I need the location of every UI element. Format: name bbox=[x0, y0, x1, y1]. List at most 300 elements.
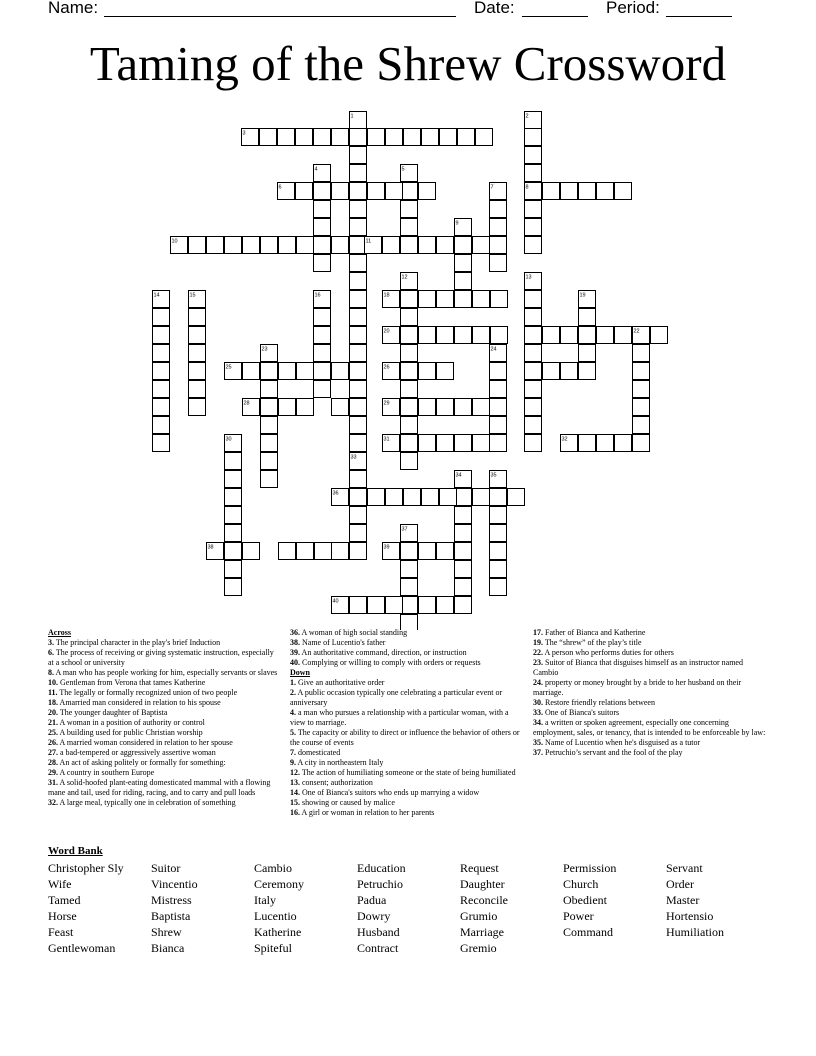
grid-cell[interactable] bbox=[525, 399, 542, 416]
grid-cell[interactable] bbox=[368, 489, 385, 506]
grid-cell[interactable] bbox=[455, 291, 472, 308]
clue-number-label: 18. bbox=[48, 698, 58, 707]
clue-text: A person who performs duties for others bbox=[543, 648, 674, 657]
clue-number: 33 bbox=[350, 454, 357, 461]
grid-cell[interactable] bbox=[561, 363, 578, 380]
grid-cell[interactable] bbox=[455, 507, 472, 524]
grid-cell[interactable] bbox=[261, 381, 278, 398]
grid-cell[interactable] bbox=[615, 183, 632, 200]
grid-cell[interactable] bbox=[579, 183, 596, 200]
grid-cell[interactable] bbox=[225, 237, 242, 254]
grid-cell[interactable] bbox=[458, 129, 475, 146]
word-bank-word: Spiteful bbox=[254, 941, 292, 955]
grid-cell[interactable] bbox=[490, 543, 507, 560]
grid-cell[interactable] bbox=[350, 183, 367, 200]
grid-cell[interactable] bbox=[401, 183, 418, 200]
grid-cell[interactable] bbox=[350, 147, 367, 164]
grid-cell[interactable] bbox=[633, 417, 650, 434]
clue bbox=[48, 798, 278, 808]
grid-cell[interactable] bbox=[401, 399, 418, 416]
grid-cell[interactable] bbox=[189, 345, 206, 362]
grid-cell[interactable] bbox=[404, 129, 421, 146]
grid-cell[interactable] bbox=[490, 525, 507, 542]
grid-cell[interactable] bbox=[368, 129, 385, 146]
grid-cell[interactable] bbox=[314, 255, 331, 272]
grid-cell[interactable] bbox=[401, 381, 418, 398]
grid-cell[interactable] bbox=[404, 489, 421, 506]
grid-cell[interactable] bbox=[651, 327, 668, 344]
clue-text: A girl or woman in relation to her parents bbox=[300, 808, 435, 817]
grid-cell[interactable] bbox=[473, 489, 490, 506]
clue-number: 31 bbox=[383, 436, 390, 443]
clue bbox=[48, 768, 278, 778]
grid-cell[interactable] bbox=[243, 363, 260, 380]
grid-cell[interactable] bbox=[225, 471, 242, 488]
grid-cell[interactable] bbox=[278, 129, 295, 146]
grid-cell[interactable] bbox=[437, 399, 454, 416]
grid-cell[interactable] bbox=[401, 363, 418, 380]
grid-cell[interactable] bbox=[386, 489, 403, 506]
clue-number: 39 bbox=[383, 544, 390, 551]
clue-number: 35 bbox=[490, 472, 497, 479]
grid-cell[interactable] bbox=[525, 435, 542, 452]
grid-cell[interactable] bbox=[440, 489, 457, 506]
clue bbox=[48, 648, 278, 668]
grid-cell[interactable] bbox=[386, 129, 403, 146]
grid-cell[interactable] bbox=[455, 489, 472, 506]
clue-number: 36 bbox=[332, 490, 339, 497]
grid-cell[interactable] bbox=[490, 237, 507, 254]
grid-cell[interactable] bbox=[525, 417, 542, 434]
grid-cell[interactable] bbox=[437, 237, 454, 254]
date-label: Date: bbox=[474, 0, 515, 17]
grid-cell[interactable] bbox=[579, 309, 596, 326]
grid-cell[interactable] bbox=[350, 525, 367, 542]
grid-cell[interactable] bbox=[297, 399, 314, 416]
grid-cell[interactable] bbox=[153, 381, 170, 398]
grid-cell[interactable] bbox=[419, 183, 436, 200]
grid-cell[interactable] bbox=[525, 345, 542, 362]
grid-cell[interactable] bbox=[350, 471, 367, 488]
word-bank-word: Humiliation bbox=[666, 925, 724, 939]
grid-cell[interactable] bbox=[490, 363, 507, 380]
clue-text: The process of receiving or giving systematic instruction, especially at a school or university bbox=[48, 648, 274, 667]
clue bbox=[48, 698, 278, 708]
grid-cell[interactable] bbox=[437, 327, 454, 344]
grid-cell[interactable] bbox=[225, 579, 242, 596]
grid-cell[interactable] bbox=[579, 435, 596, 452]
grid-cell[interactable] bbox=[401, 435, 418, 452]
grid-cell[interactable] bbox=[332, 363, 349, 380]
grid-cell[interactable] bbox=[153, 363, 170, 380]
word-bank-word: Feast bbox=[48, 925, 74, 939]
grid-cell[interactable] bbox=[350, 417, 367, 434]
grid-cell[interactable] bbox=[490, 561, 507, 578]
clue-text: One of Bianca's suitors bbox=[543, 708, 620, 717]
grid-cell[interactable] bbox=[314, 237, 331, 254]
grid-cell[interactable] bbox=[350, 327, 367, 344]
grid-cell[interactable] bbox=[225, 543, 242, 560]
grid-cell[interactable] bbox=[401, 291, 418, 308]
clue-number: 40 bbox=[332, 598, 339, 605]
grid-cell[interactable] bbox=[437, 291, 454, 308]
word-bank-word: Petruchio bbox=[357, 877, 403, 891]
grid-cell[interactable] bbox=[401, 219, 418, 236]
grid-cell[interactable] bbox=[437, 363, 454, 380]
grid-cell[interactable] bbox=[350, 129, 367, 146]
grid-cell[interactable] bbox=[314, 183, 331, 200]
grid-cell[interactable] bbox=[297, 543, 314, 560]
grid-cell[interactable] bbox=[332, 183, 349, 200]
grid-cell[interactable] bbox=[225, 561, 242, 578]
word-bank-word: Power bbox=[563, 909, 594, 923]
word-bank-word: Horse bbox=[48, 909, 77, 923]
grid-cell[interactable] bbox=[455, 255, 472, 272]
grid-cell[interactable] bbox=[579, 327, 596, 344]
grid-cell[interactable] bbox=[455, 237, 472, 254]
grid-cell[interactable] bbox=[350, 435, 367, 452]
clue-text: a written or spoken agreement, especially one concerning employment, sales, or tenancy, that is intended to be enforceable by law: bbox=[533, 718, 766, 737]
grid-cell[interactable] bbox=[633, 435, 650, 452]
grid-cell[interactable] bbox=[350, 345, 367, 362]
grid-cell[interactable] bbox=[350, 489, 367, 506]
grid-cell[interactable] bbox=[386, 597, 403, 614]
grid-cell[interactable] bbox=[350, 309, 367, 326]
grid-cell[interactable] bbox=[260, 129, 277, 146]
grid-cell[interactable] bbox=[350, 165, 367, 182]
grid-cell[interactable] bbox=[490, 381, 507, 398]
grid-cell[interactable] bbox=[525, 219, 542, 236]
grid-cell[interactable] bbox=[419, 237, 436, 254]
grid-cell[interactable] bbox=[615, 327, 632, 344]
grid-cell[interactable] bbox=[332, 543, 349, 560]
grid-cell[interactable] bbox=[473, 237, 490, 254]
grid-cell[interactable] bbox=[422, 489, 439, 506]
clue-number: 11 bbox=[365, 238, 372, 245]
grid-cell[interactable] bbox=[490, 219, 507, 236]
grid-cell[interactable] bbox=[261, 471, 278, 488]
grid-cell[interactable] bbox=[153, 327, 170, 344]
clue-text: Amarried man considered in relation to his spouse bbox=[58, 698, 221, 707]
grid-cell[interactable] bbox=[490, 435, 507, 452]
grid-cell[interactable] bbox=[350, 381, 367, 398]
grid-cell[interactable] bbox=[296, 129, 313, 146]
grid-cell[interactable] bbox=[350, 237, 367, 254]
grid-cell[interactable] bbox=[473, 435, 490, 452]
grid-cell[interactable] bbox=[401, 345, 418, 362]
grid-cell[interactable] bbox=[597, 327, 614, 344]
clue bbox=[533, 748, 768, 758]
grid-cell[interactable] bbox=[419, 435, 436, 452]
grid-cell[interactable] bbox=[473, 291, 490, 308]
word-bank-word: Gremio bbox=[460, 941, 497, 955]
grid-cell[interactable] bbox=[261, 453, 278, 470]
word-bank-word: Contract bbox=[357, 941, 399, 955]
grid-cell[interactable] bbox=[350, 507, 367, 524]
grid-cell[interactable] bbox=[350, 363, 367, 380]
clue-number: 7 bbox=[490, 184, 494, 191]
grid-cell[interactable] bbox=[440, 129, 457, 146]
clue-number-label: 15. bbox=[290, 798, 300, 807]
grid-cell[interactable] bbox=[633, 399, 650, 416]
clue-text: The principal character in the play's brief Induction bbox=[54, 638, 221, 647]
clue-number: 34 bbox=[455, 472, 462, 479]
clue-number-label: 5. bbox=[290, 728, 296, 737]
grid-cell[interactable] bbox=[189, 363, 206, 380]
grid-cell[interactable] bbox=[189, 327, 206, 344]
clue-text: A city in northeastern Italy bbox=[296, 758, 384, 767]
clue-text: property or money brought by a bride to her husband on their marriage. bbox=[533, 678, 742, 697]
grid-cell[interactable] bbox=[225, 525, 242, 542]
clue-text: A building used for public Christian worship bbox=[58, 728, 203, 737]
grid-cell[interactable] bbox=[437, 435, 454, 452]
clue-text: A woman in a position of authority or control bbox=[58, 718, 205, 727]
grid-cell[interactable] bbox=[279, 399, 296, 416]
clue bbox=[48, 758, 278, 768]
grid-cell[interactable] bbox=[401, 327, 418, 344]
grid-cell[interactable] bbox=[525, 381, 542, 398]
grid-cell[interactable] bbox=[314, 129, 331, 146]
grid-cell[interactable] bbox=[401, 597, 418, 614]
clue bbox=[290, 778, 520, 788]
grid-cell[interactable] bbox=[401, 579, 418, 596]
grid-cell[interactable] bbox=[261, 237, 278, 254]
word-bank-word: Reconcile bbox=[460, 893, 508, 907]
grid-cell[interactable] bbox=[437, 597, 454, 614]
grid-cell[interactable] bbox=[490, 579, 507, 596]
clue-number: 30 bbox=[225, 436, 232, 443]
word-bank-word: Obedient bbox=[563, 893, 607, 907]
grid-cell[interactable] bbox=[189, 237, 206, 254]
grid-cell[interactable] bbox=[525, 309, 542, 326]
grid-cell[interactable] bbox=[579, 345, 596, 362]
grid-cell[interactable] bbox=[490, 255, 507, 272]
grid-cell[interactable] bbox=[401, 543, 418, 560]
grid-cell[interactable] bbox=[401, 417, 418, 434]
grid-cell[interactable] bbox=[350, 219, 367, 236]
clue bbox=[48, 688, 278, 698]
grid-cell[interactable] bbox=[490, 417, 507, 434]
grid-cell[interactable] bbox=[543, 363, 560, 380]
grid-cell[interactable] bbox=[525, 201, 542, 218]
clue-number-label: 3. bbox=[48, 638, 54, 647]
clue-number-label: 6. bbox=[48, 648, 54, 657]
clue-number-label: 12. bbox=[290, 768, 300, 777]
grid-cell[interactable] bbox=[419, 597, 436, 614]
grid-cell[interactable] bbox=[350, 255, 367, 272]
clue bbox=[290, 768, 520, 778]
grid-cell[interactable] bbox=[261, 435, 278, 452]
clue-number: 8 bbox=[525, 184, 529, 191]
grid-cell[interactable] bbox=[455, 543, 472, 560]
grid-cell[interactable] bbox=[350, 273, 367, 290]
grid-cell[interactable] bbox=[314, 201, 331, 218]
grid-cell[interactable] bbox=[490, 399, 507, 416]
grid-cell[interactable] bbox=[401, 453, 418, 470]
clue-text: The legally or formally recognized union of two people bbox=[57, 688, 238, 697]
grid-cell[interactable] bbox=[314, 309, 331, 326]
word-bank-word: Master bbox=[666, 893, 700, 907]
grid-cell[interactable] bbox=[490, 489, 507, 506]
grid-cell[interactable] bbox=[153, 435, 170, 452]
grid-cell[interactable] bbox=[561, 327, 578, 344]
grid-cell[interactable] bbox=[419, 291, 436, 308]
grid-cell[interactable] bbox=[419, 327, 436, 344]
grid-cell[interactable] bbox=[473, 327, 490, 344]
grid-cell[interactable] bbox=[476, 129, 493, 146]
grid-cell[interactable] bbox=[473, 399, 490, 416]
grid-cell[interactable] bbox=[490, 201, 507, 218]
clue-number: 24 bbox=[490, 346, 497, 353]
grid-cell[interactable] bbox=[455, 273, 472, 290]
grid-cell[interactable] bbox=[455, 579, 472, 596]
grid-cell[interactable] bbox=[207, 237, 224, 254]
grid-cell[interactable] bbox=[508, 489, 525, 506]
grid-cell[interactable] bbox=[525, 165, 542, 182]
grid-cell[interactable] bbox=[297, 363, 314, 380]
grid-cell[interactable] bbox=[314, 363, 331, 380]
word-bank-word: Lucentio bbox=[254, 909, 297, 923]
grid-cell[interactable] bbox=[279, 543, 296, 560]
grid-cell[interactable] bbox=[455, 435, 472, 452]
clue-number: 29 bbox=[383, 400, 390, 407]
grid-cell[interactable] bbox=[350, 291, 367, 308]
word-bank-word: Request bbox=[460, 861, 499, 875]
grid-cell[interactable] bbox=[153, 345, 170, 362]
grid-cell[interactable] bbox=[419, 399, 436, 416]
grid-cell[interactable] bbox=[419, 543, 436, 560]
clue-number-label: 25. bbox=[48, 728, 58, 737]
clue-text: Complying or willing to comply with orders or requests bbox=[300, 658, 481, 667]
clue-number-label: 32. bbox=[48, 798, 58, 807]
grid-cell[interactable] bbox=[437, 543, 454, 560]
grid-cell[interactable] bbox=[491, 327, 508, 344]
grid-cell[interactable] bbox=[422, 129, 439, 146]
grid-cell[interactable] bbox=[401, 561, 418, 578]
clue-text: showing or caused by malice bbox=[300, 798, 395, 807]
grid-cell[interactable] bbox=[525, 327, 542, 344]
grid-cell[interactable] bbox=[455, 597, 472, 614]
grid-cell[interactable] bbox=[633, 363, 650, 380]
grid-cell[interactable] bbox=[633, 345, 650, 362]
grid-cell[interactable] bbox=[314, 219, 331, 236]
grid-cell[interactable] bbox=[314, 381, 331, 398]
grid-cell[interactable] bbox=[615, 435, 632, 452]
grid-cell[interactable] bbox=[350, 201, 367, 218]
grid-cell[interactable] bbox=[314, 345, 331, 362]
grid-cell[interactable] bbox=[455, 399, 472, 416]
clue-number-label: 26. bbox=[48, 738, 58, 747]
clue-text: A man who has people working for him, especially servants or slaves bbox=[54, 668, 278, 677]
word-bank-word: Katherine bbox=[254, 925, 302, 939]
clue-number-label: 14. bbox=[290, 788, 300, 797]
grid-cell[interactable] bbox=[455, 525, 472, 542]
grid-cell[interactable] bbox=[597, 435, 614, 452]
grid-cell[interactable] bbox=[261, 399, 278, 416]
grid-cell[interactable] bbox=[491, 291, 508, 308]
grid-cell[interactable] bbox=[525, 129, 542, 146]
clue-number-label: 36. bbox=[290, 628, 300, 637]
grid-cell[interactable] bbox=[350, 543, 367, 560]
grid-cell[interactable] bbox=[401, 309, 418, 326]
grid-cell[interactable] bbox=[525, 147, 542, 164]
grid-cell[interactable] bbox=[225, 453, 242, 470]
grid-cell[interactable] bbox=[243, 237, 260, 254]
grid-cell[interactable] bbox=[261, 417, 278, 434]
grid-cell[interactable] bbox=[490, 507, 507, 524]
grid-cell[interactable] bbox=[597, 183, 614, 200]
grid-cell[interactable] bbox=[332, 237, 349, 254]
grid-cell[interactable] bbox=[225, 489, 242, 506]
clue-number: 4 bbox=[314, 166, 318, 173]
grid-cell[interactable] bbox=[368, 183, 385, 200]
grid-cell[interactable] bbox=[350, 597, 367, 614]
grid-cell[interactable] bbox=[401, 237, 418, 254]
clue-number: 18 bbox=[383, 292, 390, 299]
grid-cell[interactable] bbox=[332, 399, 349, 416]
grid-cell[interactable] bbox=[386, 183, 403, 200]
word-bank-word: Suitor bbox=[151, 861, 181, 875]
clue-number-label: 27. bbox=[48, 748, 58, 757]
grid-cell[interactable] bbox=[525, 291, 542, 308]
grid-cell[interactable] bbox=[297, 237, 314, 254]
grid-cell[interactable] bbox=[296, 183, 313, 200]
grid-cell[interactable] bbox=[383, 237, 400, 254]
grid-cell[interactable] bbox=[368, 597, 385, 614]
word-bank-word: Baptista bbox=[151, 909, 191, 923]
clue-text: Name of Lucentio's father bbox=[300, 638, 386, 647]
grid-cell[interactable] bbox=[189, 381, 206, 398]
grid-cell[interactable] bbox=[153, 399, 170, 416]
grid-cell[interactable] bbox=[243, 543, 260, 560]
grid-cell[interactable] bbox=[315, 543, 332, 560]
clue-text: A public occasion typically one celebrating a particular event or anniversary bbox=[290, 688, 503, 707]
clue-number: 20 bbox=[383, 328, 390, 335]
grid-cell[interactable] bbox=[153, 309, 170, 326]
clue-text: An authoritative command, direction, or instruction bbox=[300, 648, 467, 657]
grid-cell[interactable] bbox=[332, 129, 349, 146]
clue-number-label: 37. bbox=[533, 748, 543, 757]
clue bbox=[533, 658, 768, 678]
grid-cell[interactable] bbox=[633, 381, 650, 398]
grid-cell[interactable] bbox=[189, 309, 206, 326]
grid-cell[interactable] bbox=[261, 363, 278, 380]
grid-cell[interactable] bbox=[189, 399, 206, 416]
grid-cell[interactable] bbox=[525, 237, 542, 254]
grid-cell[interactable] bbox=[525, 363, 542, 380]
clue-number: 32 bbox=[561, 436, 568, 443]
clue-text: One of Bianca's suitors who ends up marrying a widow bbox=[300, 788, 480, 797]
grid-cell[interactable] bbox=[314, 327, 331, 344]
grid-cell[interactable] bbox=[455, 327, 472, 344]
grid-cell[interactable] bbox=[579, 363, 596, 380]
clue-number-label: 19. bbox=[533, 638, 543, 647]
grid-cell[interactable] bbox=[350, 399, 367, 416]
grid-cell[interactable] bbox=[419, 363, 436, 380]
grid-cell[interactable] bbox=[153, 417, 170, 434]
grid-cell[interactable] bbox=[225, 507, 242, 524]
grid-cell[interactable] bbox=[455, 561, 472, 578]
grid-cell[interactable] bbox=[401, 201, 418, 218]
clue-number: 9 bbox=[455, 220, 459, 227]
grid-cell[interactable] bbox=[543, 327, 560, 344]
grid-cell[interactable] bbox=[279, 363, 296, 380]
clue bbox=[48, 778, 278, 798]
grid-cell[interactable] bbox=[543, 183, 560, 200]
word-bank-word: Mistress bbox=[151, 893, 192, 907]
grid-cell[interactable] bbox=[561, 183, 578, 200]
grid-cell[interactable] bbox=[279, 237, 296, 254]
